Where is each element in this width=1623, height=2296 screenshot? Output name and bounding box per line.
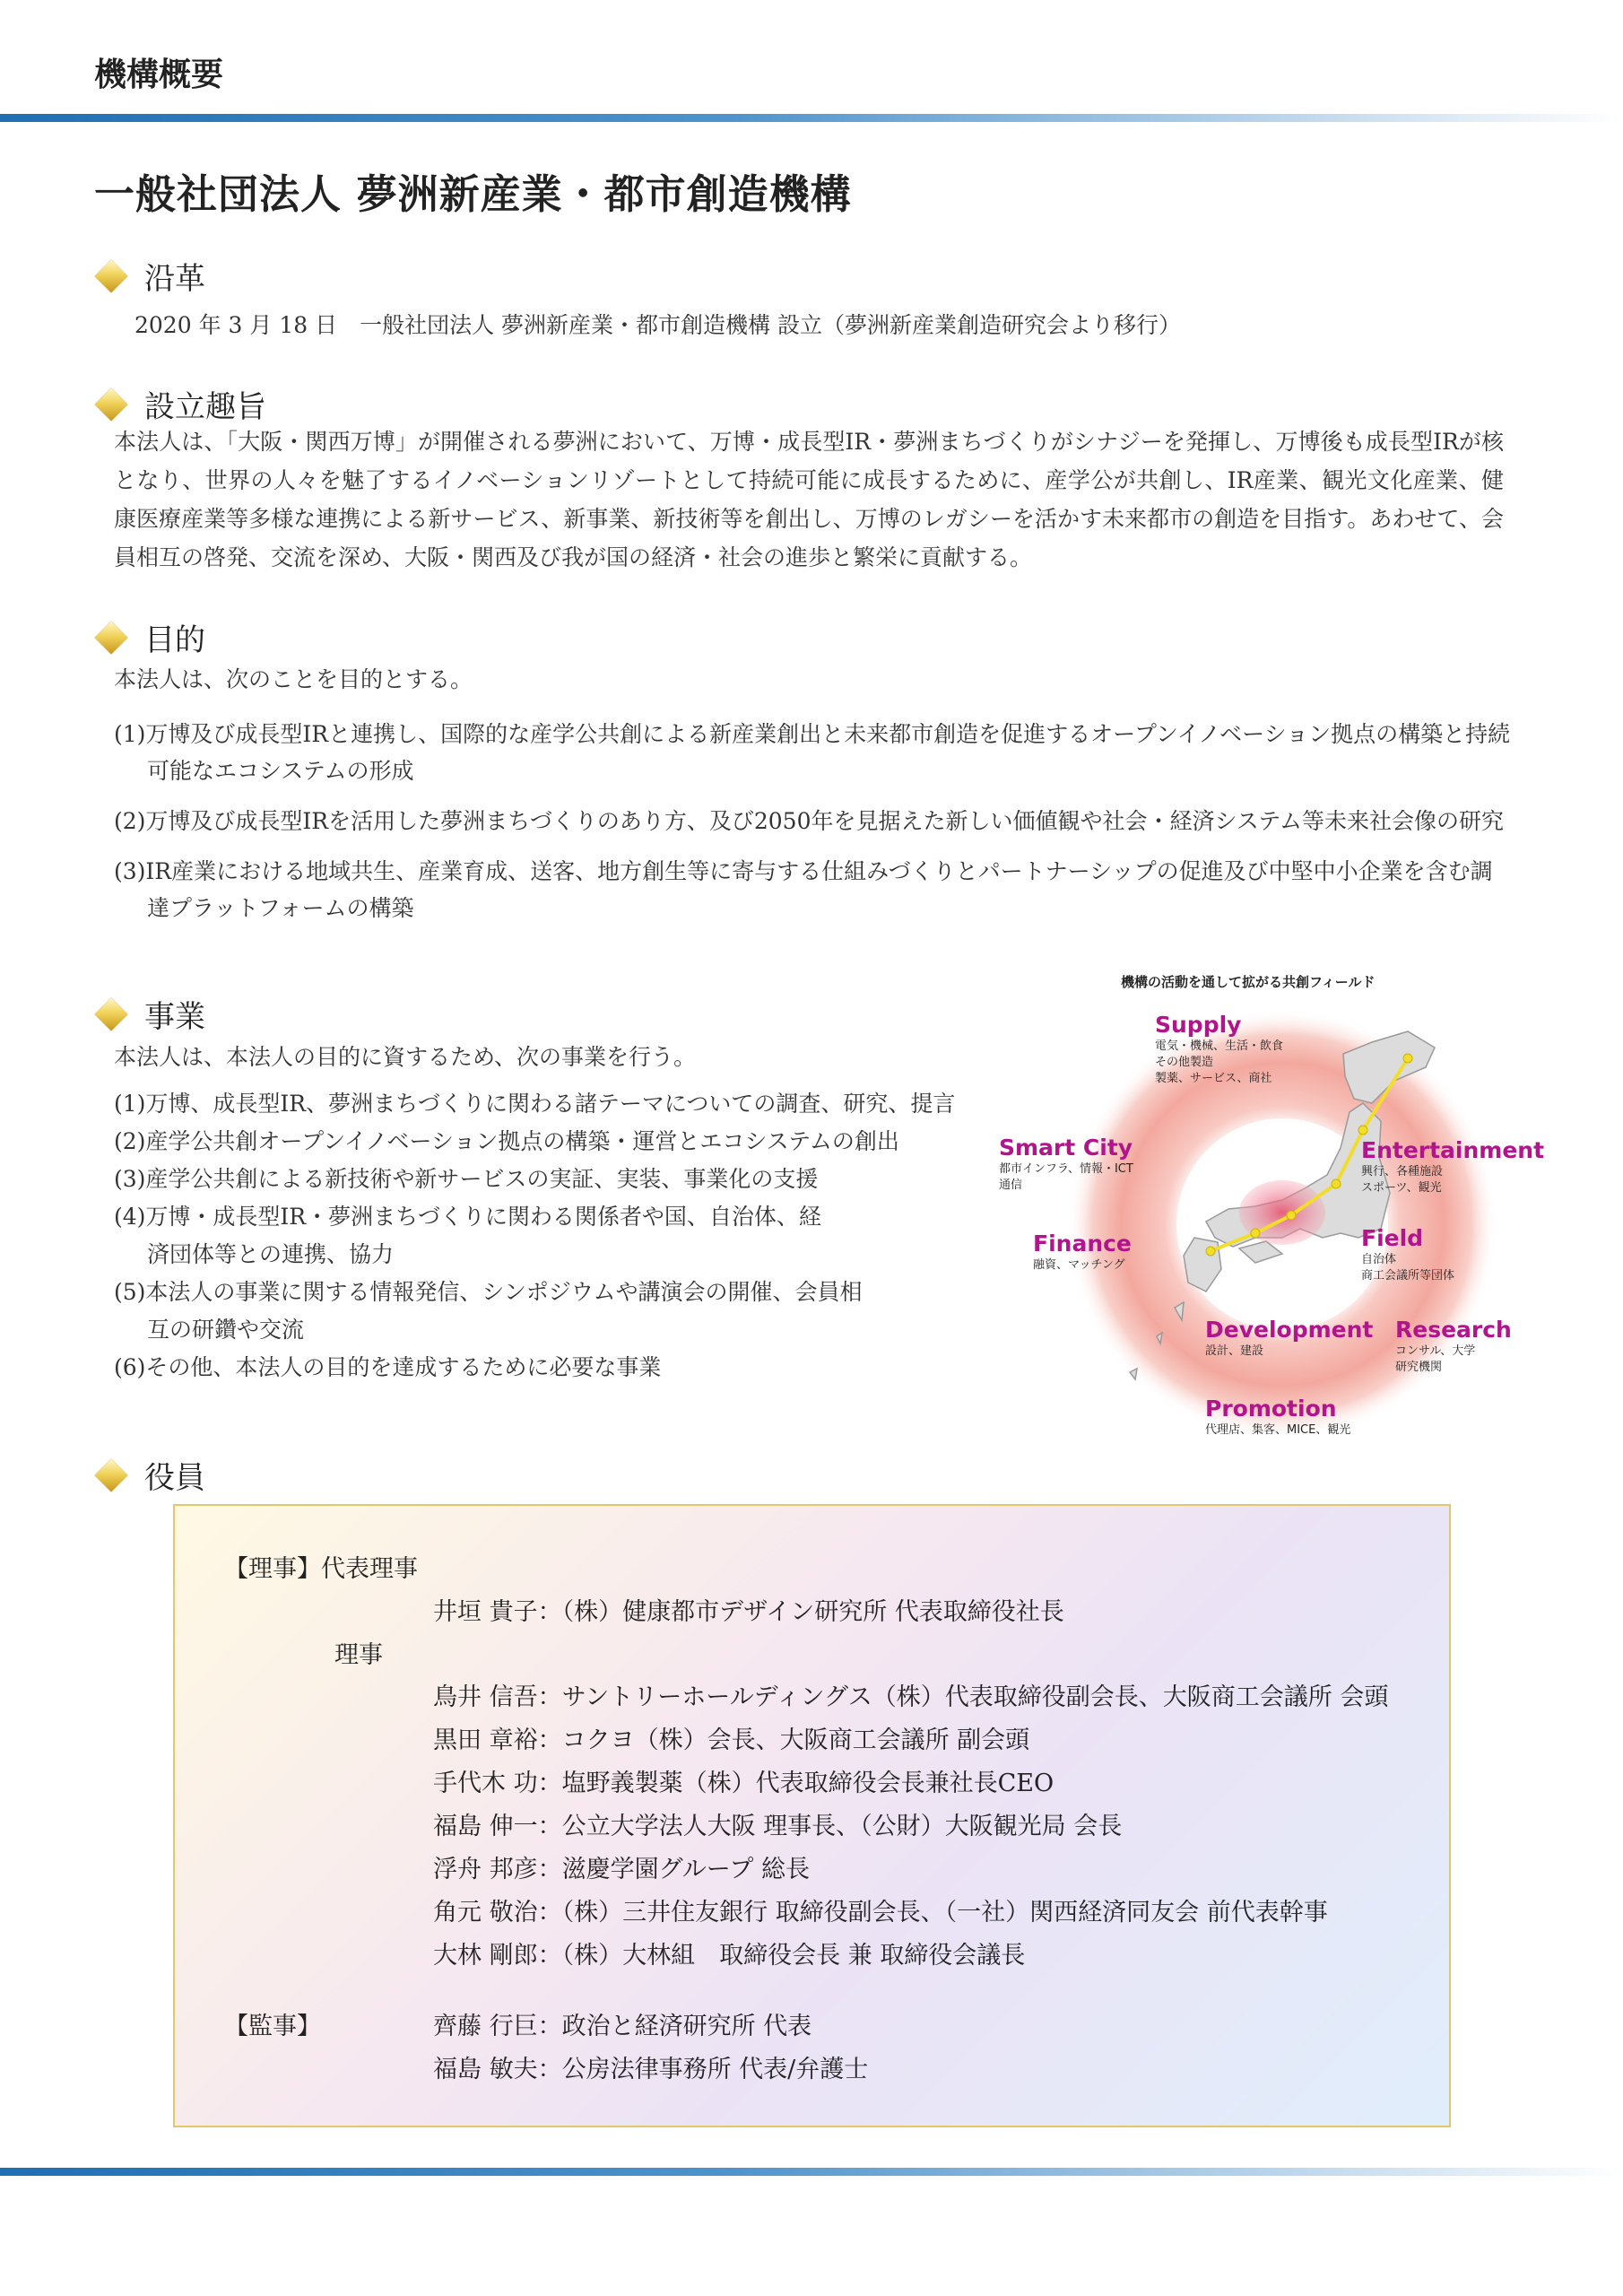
diamond-bullet-icon (95, 621, 128, 654)
diamond-bullet-icon (95, 387, 128, 421)
business-item: (6)その他、本法人の目的を達成するために必要な事業 (114, 1354, 662, 1380)
separator: ： (537, 1726, 562, 1754)
footer-divider (0, 2168, 1623, 2176)
officer-name: 福島 敏夫 (433, 2056, 538, 2083)
co-creation-field-diagram (986, 969, 1545, 1453)
officer-name: 齊藤 行巨 (433, 2013, 538, 2040)
officer-name: 浮舟 邦彦 (433, 1856, 538, 1883)
purpose-text: 本法人は、「大阪・関西万博」が開催される夢洲において、万博・成長型IR・夢洲まちづくりがシナジーを発揮し、万博後も成長型IRが核となり、世界の人々を魅了するイノベーションリゾートとして持続可能に成長するために、産学公が共創し、IR産業、観光文化産業、健康医療産業等多様な連携による新サービス、新事業、新技術等を創出し、万博のレガシーを活かす未来都市の創造を目指す。あわせて、会員相互の啓発、交流を深め、大阪・関西及び我が国の経済・社会の進歩と繁栄に貢献する。 (114, 429, 1504, 570)
officer-row (433, 1849, 810, 1884)
category-field: Field 自治体 商工会議所等団体 (1361, 1225, 1455, 1283)
objectives-intro: 本法人は、次のことを目的とする。 (114, 666, 473, 692)
page-section-label: 機構概要 (94, 56, 224, 93)
category-development: Development 設計、建設 (1205, 1317, 1374, 1358)
officer-row (433, 2006, 812, 2041)
officer-title: 公立大学法人大阪 理事長、（公財）大阪観光局 会長 (561, 1813, 1123, 1840)
auditors-label: 【監事】 (224, 2013, 321, 2040)
category-research: Research コンサル、大学 研究機関 (1395, 1317, 1512, 1374)
category-smart-city: Smart City 都市インフラ、情報・ICT 通信 (999, 1135, 1133, 1192)
officer-title: （株）三井住友銀行 取締役副会長、（一社）関西経済同友会 前代表幹事 (561, 1899, 1328, 1926)
officer-title: （株）健康都市デザイン研究所 代表取締役社長 (561, 1598, 1064, 1626)
separator: ： (537, 2056, 562, 2083)
history-text: 2020 年 3 月 18 日 一般社団法人 夢洲新産業・都市創造機構 設立（夢洲新産業創造研究会より移行） (135, 312, 1181, 338)
officer-title: 公房法律事務所 代表/弁護士 (561, 2056, 869, 2083)
officer-name: 福島 伸一 (433, 1813, 538, 1840)
business-item: (2)産学公共創オープンイノベーション拠点の構築・運営とエコシステムの創出 (114, 1128, 899, 1154)
representative-director-label: 代表理事 (321, 1555, 418, 1583)
section-heading-purpose (94, 382, 266, 426)
business-item: (5)本法人の事業に関する情報発信、シンポジウムや講演会の開催、会員相互の研鑽や交流 (114, 1279, 863, 1343)
section-heading-history (94, 254, 205, 298)
objective-item: (3)IR産業における地域共生、産業育成、送客、地方創生等に寄与する仕組みづくりとパートナーシップの促進及び中堅中小企業を含む調達プラットフォームの構築 (114, 858, 1493, 921)
board-label: 理事 (334, 1641, 383, 1669)
objectives-block (114, 662, 1513, 926)
officer-title: 塩野義製薬（株）代表取締役会長兼社長CEO (561, 1770, 1055, 1797)
category-promotion: Promotion 代理店、集客、MICE、観光 (1205, 1396, 1351, 1437)
officer-row (433, 1892, 1328, 1927)
officer-row (433, 1592, 1064, 1627)
separator: ： (537, 1770, 562, 1797)
directors-label-row (224, 1549, 418, 1584)
separator: ： (537, 1598, 562, 1626)
officer-row (433, 1720, 1029, 1755)
directors-label: 【理事】 (224, 1555, 321, 1583)
business-item: (3)産学公共創による新技術や新サービスの実証、実装、事業化の支援 (114, 1166, 819, 1192)
separator: ： (537, 1942, 562, 1970)
category-finance: Finance 融資、マッチング (1033, 1231, 1132, 1272)
business-block (114, 1039, 970, 1387)
objective-item: (1)万博及び成長型IRと連携し、国際的な産学公共創による新産業創出と未来都市創造を促進するオープンイノベーション拠点の構築と持続可能なエコシステムの形成 (114, 721, 1511, 784)
section-heading-label: 役員 (144, 1460, 205, 1496)
officer-name: 井垣 貴子 (433, 1598, 538, 1626)
category-supply: Supply 電気・機械、生活・飲食 その他製造 製薬、サービス、商社 (1155, 1012, 1284, 1085)
objective-item: (2)万博及び成長型IRを活用した夢洲まちづくりのあり方、及び2050年を見据えた新しい価値観や社会・経済システム等未来社会像の研究 (114, 808, 1504, 834)
officer-name: 手代木 功 (433, 1770, 538, 1797)
officer-row (433, 1806, 1122, 1841)
page-title: 一般社団法人 夢洲新産業・都市創造機構 (94, 170, 852, 218)
officer-title: 政治と経済研究所 代表 (561, 2013, 812, 2040)
section-heading-objectives (94, 615, 205, 659)
officer-row (433, 1763, 1054, 1798)
section-heading-label: 沿革 (144, 261, 205, 297)
officer-name: 大林 剛郎 (433, 1942, 538, 1970)
business-item: (4)万博・成長型IR・夢洲まちづくりに関わる関係者や国、自治体、経済団体等との連携、協力 (114, 1204, 821, 1267)
separator: ： (537, 1683, 562, 1711)
officer-row (433, 1677, 1388, 1712)
category-entertainment: Entertainment 興行、各種施設 スポーツ、観光 (1361, 1137, 1545, 1195)
officer-row (433, 2049, 868, 2084)
officer-title: 滋慶学園グループ 総長 (561, 1856, 811, 1883)
section-heading-label: 事業 (144, 999, 205, 1035)
business-intro: 本法人は、本法人の目的に資するため、次の事業を行う。 (114, 1044, 697, 1070)
section-heading-business (94, 992, 205, 1036)
diamond-bullet-icon (95, 1458, 128, 1492)
header-divider (0, 114, 1623, 122)
officer-title: （株）大林組 取締役会長 兼 取締役会議長 (561, 1942, 1026, 1970)
officer-title: サントリーホールディングス（株）代表取締役副会長、大阪商工会議所 会頭 (561, 1683, 1389, 1711)
officer-name: 鳥井 信吾 (433, 1683, 538, 1711)
separator: ： (537, 1813, 562, 1840)
officer-title: コクヨ（株）会長、大阪商工会議所 副会頭 (561, 1726, 1030, 1754)
officer-name: 黒田 章裕 (433, 1726, 538, 1754)
section-heading-label: 設立趣旨 (144, 389, 266, 425)
separator: ： (537, 1856, 562, 1883)
section-heading-officers (94, 1453, 205, 1497)
separator: ： (537, 1899, 562, 1926)
diagram-title: 機構の活動を通して拡がる共創フィールド (1121, 974, 1376, 990)
officer-row (433, 1935, 1025, 1970)
officer-name: 角元 敬治 (433, 1899, 538, 1926)
business-item: (1)万博、成長型IR、夢洲まちづくりに関わる諸テーマについての調査、研究、提言 (114, 1091, 956, 1117)
separator: ： (537, 2013, 562, 2040)
diamond-bullet-icon (95, 997, 128, 1031)
section-heading-label: 目的 (144, 622, 205, 658)
diamond-bullet-icon (95, 259, 128, 292)
